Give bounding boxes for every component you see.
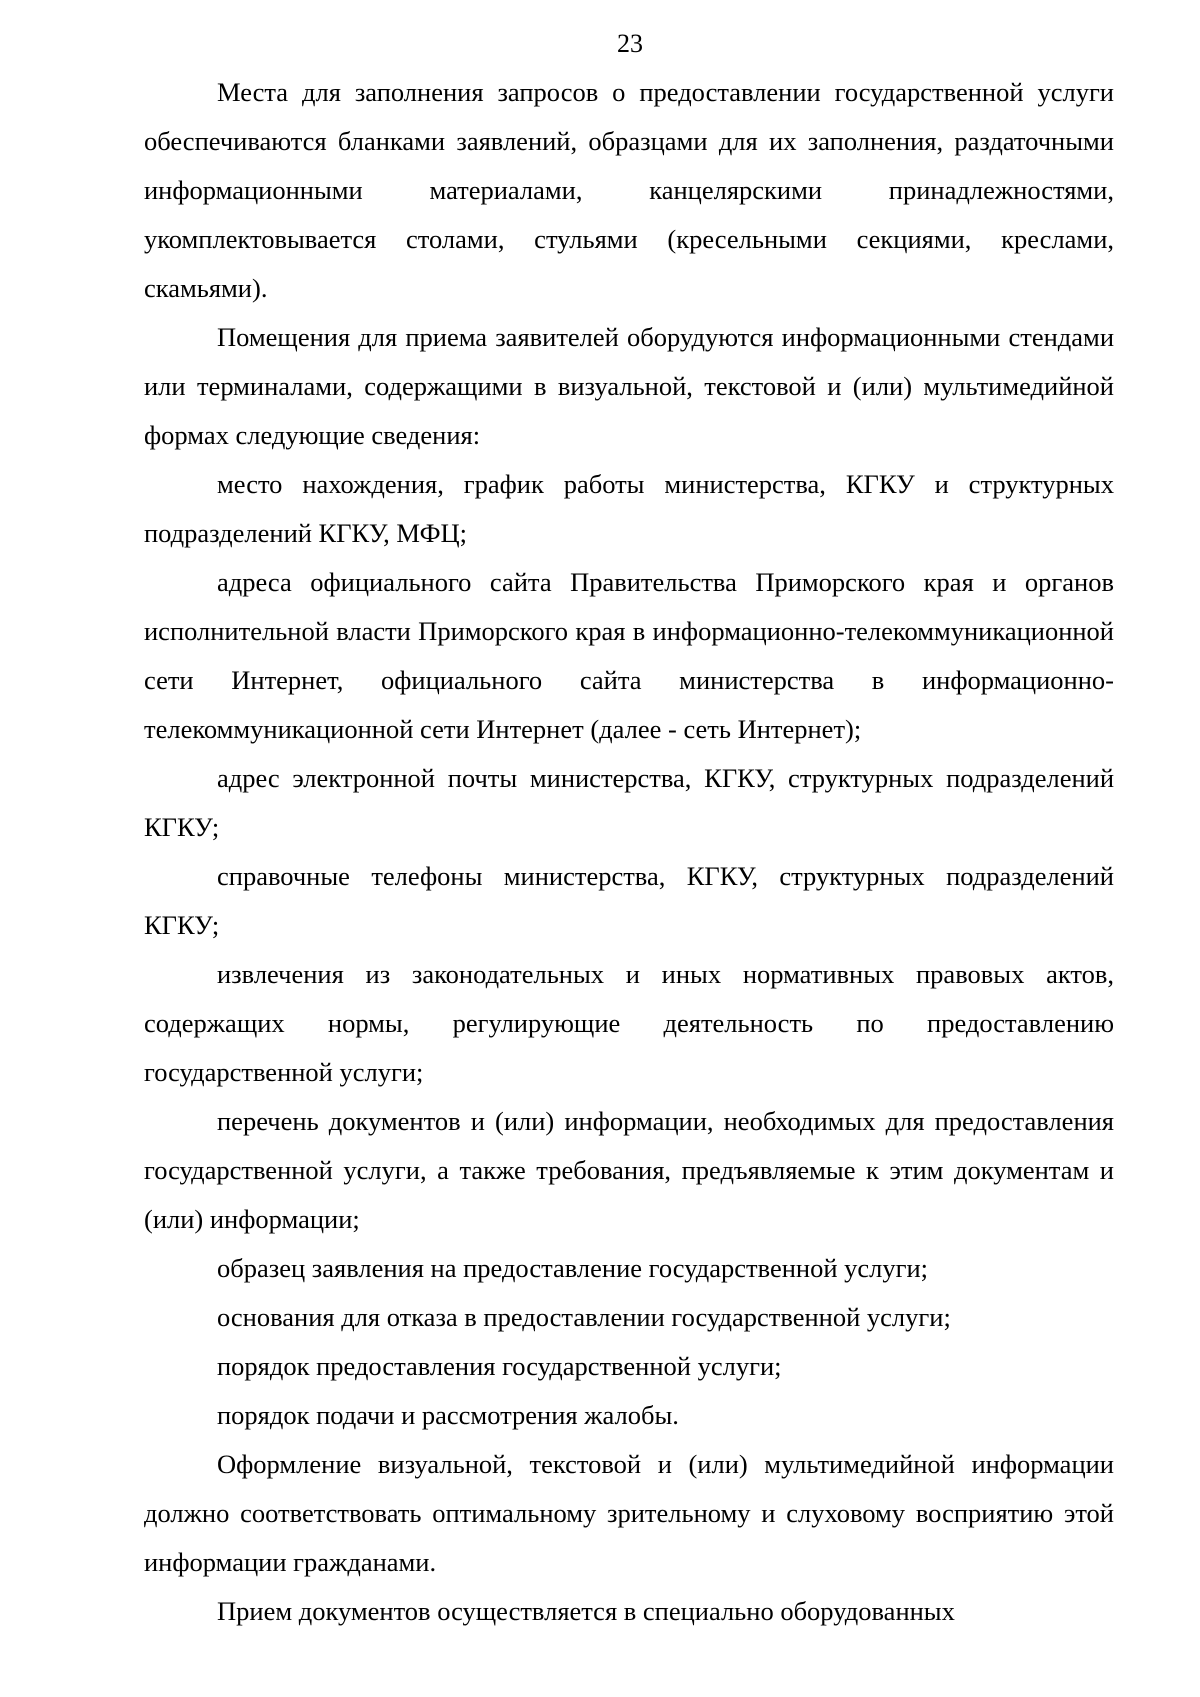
paragraph: порядок предоставления государственной услуги; <box>217 1351 782 1381</box>
paragraph: порядок подачи и рассмотрения жалобы. <box>217 1400 679 1430</box>
paragraph: Помещения для приема заявителей оборудуются информационными стендами или терминалами, содержащими в визуальной, текстовой и (или) мультимедийной формах следующие сведения: <box>144 322 1114 450</box>
paragraph: перечень документов и (или) информации, необходимых для предоставления государственной услуги, а также требования, предъявляемые к этим документам и (или) информации; <box>144 1106 1114 1234</box>
paragraph: образец заявления на предоставление государственной услуги; <box>217 1253 929 1283</box>
paragraph: справочные телефоны министерства, КГКУ, структурных подразделений КГКУ; <box>144 861 1114 940</box>
paragraph: Прием документов осуществляется в специально оборудованных <box>217 1596 955 1626</box>
paragraph: извлечения из законодательных и иных нормативных правовых актов, содержащих нормы, регулирующие деятельность по предоставлению государственной услуги; <box>144 959 1114 1087</box>
paragraph: адрес электронной почты министерства, КГКУ, структурных подразделений КГКУ; <box>144 763 1114 842</box>
paragraph: адреса официального сайта Правительства Приморского края и органов исполнительной власти Приморского края в информационно-телекоммуникационной сети Интернет, официального сайта министерства в информационно-телекоммуникационной сети Интернет (далее - сеть Интернет); <box>144 567 1114 744</box>
document-body <box>144 68 1114 1636</box>
paragraph: Оформление визуальной, текстовой и (или) мультимедийной информации должно соответствовать оптимальному зрительному и слуховому восприятию этой информации гражданами. <box>144 1449 1114 1577</box>
page-number: 23 <box>617 29 643 58</box>
paragraph: Места для заполнения запросов о предоставлении государственной услуги обеспечиваются бланками заявлений, образцами для их заполнения, раздаточными информационными материалами, канцелярскими принадлежностями, укомплектовывается столами, стульями (кресельными секциями, креслами, скамьями). <box>144 77 1114 303</box>
paragraph: место нахождения, график работы министерства, КГКУ и структурных подразделений КГКУ, МФЦ; <box>144 469 1114 548</box>
paragraph: основания для отказа в предоставлении государственной услуги; <box>217 1302 951 1332</box>
